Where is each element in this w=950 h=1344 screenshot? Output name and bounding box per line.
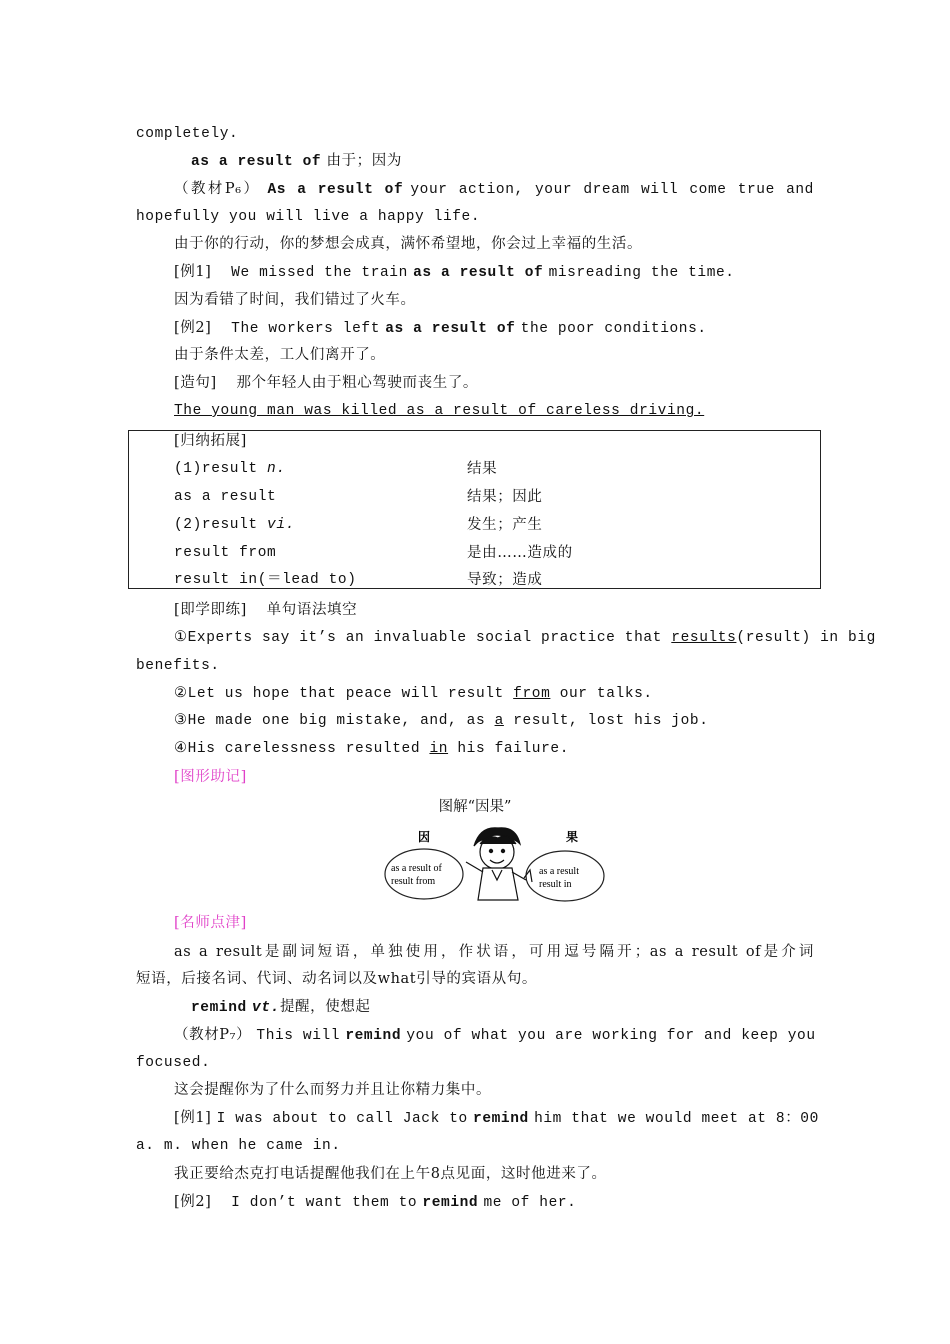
effect-phrase-2: result in: [539, 879, 572, 890]
summary-term: (2)result: [174, 517, 268, 533]
example-2-translation: 由于条件太差，工人们离开了。: [174, 347, 386, 363]
figure-tag: [图形助记]: [174, 769, 247, 785]
remind-textbook-sentence: [174, 1025, 814, 1046]
question-answer: results: [671, 630, 737, 646]
tip-line-1: as a result是副词短语，单独使用，作状语，可用逗号隔开；as a result of是介词: [174, 944, 814, 960]
figure-caption: 图解“因果”: [438, 799, 512, 815]
remind-translation: 这会提醒你为了什么而努力并且让你精力集中。: [174, 1082, 492, 1098]
summary-term: result from: [174, 545, 277, 561]
summary-term: as a result: [174, 489, 277, 505]
textbook-sentence-continued: hopefully you will live a happy life.: [136, 209, 481, 225]
sentence-text: This will: [256, 1028, 341, 1044]
summary-row-right: 发生；产生: [467, 517, 543, 533]
question-text: ③He made one big mistake, and, as: [174, 713, 486, 729]
example-1-translation: 因为看错了时间，我们错过了火车。: [174, 292, 416, 308]
practice-q1: [174, 628, 876, 648]
cause-phrase-2: result from: [391, 876, 436, 887]
textbook-translation: 由于你的行动，你的梦想会成真，满怀希望地，你会过上幸福的生活。: [174, 236, 643, 252]
textbook-sentence-line: [174, 179, 814, 200]
question-text: ④His carelessness resulted: [174, 741, 421, 757]
question-answer: a: [494, 713, 504, 729]
summary-term: result in(＝lead to): [174, 572, 357, 588]
example-text: me of her.: [483, 1195, 577, 1211]
example-text: The workers left: [231, 321, 380, 337]
cause-bubble: [385, 849, 463, 899]
line-completely: completely.: [136, 126, 239, 142]
example-keyword: remind: [473, 1111, 529, 1127]
entry-heading-as-a-result-of: [191, 151, 402, 172]
remind-example-1: [174, 1108, 819, 1129]
example-text: I don’t want them to: [231, 1195, 418, 1211]
effect-label: 果: [566, 830, 579, 844]
example-text: I was about to call Jack to: [216, 1111, 468, 1127]
question-text: his failure.: [457, 741, 569, 757]
cause-effect-diagram: [380, 822, 610, 906]
summary-row-right: 导致；造成: [467, 572, 543, 588]
entry-term: remind: [191, 1000, 247, 1016]
sentence-text: you of what you are working for and keep you: [406, 1028, 816, 1044]
question-answer: from: [513, 686, 551, 702]
remind-example-1-continued: a. m. when he came in.: [136, 1138, 341, 1154]
remind-example-1-translation: 我正要给杰克打电话提醒他我们在上午8点见面，这时他进来了。: [174, 1166, 607, 1182]
example-text: misreading the time.: [548, 265, 735, 281]
cause-label: 因: [418, 830, 431, 844]
summary-row-left: [174, 515, 295, 535]
question-text: ①Experts say it’s an invaluable social practice that: [174, 630, 662, 646]
example-keyword: remind: [422, 1195, 479, 1211]
entry-definition: 由于；因为: [326, 153, 402, 169]
question-answer: in: [429, 741, 449, 757]
example-tag: [例1]: [174, 264, 212, 280]
practice-q3: [174, 711, 709, 731]
practice-q2: [174, 684, 653, 704]
summary-term: (1)result: [174, 461, 268, 477]
summary-row-right: 结果: [467, 461, 498, 477]
sentence-making: [174, 373, 478, 393]
practice-q1-continued: benefits.: [136, 658, 220, 674]
summary-row-right: 结果；因此: [467, 489, 543, 505]
summary-pos: n.: [267, 461, 286, 477]
sentence-making-answer: The young man was killed as a result of careless driving.: [174, 403, 705, 419]
question-text: our talks.: [559, 686, 653, 702]
example-text: the poor conditions.: [520, 321, 707, 337]
example-text: him that we would meet at 8：00: [534, 1111, 819, 1127]
tip-line-2: 短语，后接名词、代词、动名词以及what引导的宾语从句。: [136, 971, 538, 987]
practice-heading: [174, 600, 357, 620]
entry-pos: vt.: [252, 1000, 280, 1016]
example-1: [174, 262, 735, 283]
example-tag: [例2]: [174, 320, 212, 336]
sentence-keyword: remind: [345, 1028, 402, 1044]
example-tag: [例1]: [174, 1110, 212, 1126]
practice-q4: [174, 739, 569, 759]
textbook-source: （教材P₆）: [174, 181, 261, 197]
remind-textbook-continued: focused.: [136, 1055, 211, 1071]
cartoon-boy-icon: [466, 828, 532, 900]
summary-box-title: [归纳拓展]: [174, 433, 247, 449]
entry-term: as a result of: [191, 154, 322, 170]
textbook-source: （教材P₇）: [174, 1027, 252, 1043]
example-keyword: as a result of: [413, 265, 544, 281]
sentence-making-prompt: 那个年轻人由于粗心驾驶而丧生了。: [236, 375, 479, 391]
summary-row-right: 是由……造成的: [467, 545, 573, 561]
question-text: result, lost his job.: [513, 713, 709, 729]
summary-box: [128, 430, 821, 589]
example-2: [174, 318, 707, 339]
summary-row-left: [174, 570, 357, 590]
tip-tag: [名师点津]: [174, 915, 247, 931]
question-text: (result) in big: [736, 630, 876, 646]
question-text: ②Let us hope that peace will result: [174, 686, 504, 702]
keyword-bold: As a result of: [267, 182, 404, 198]
remind-example-2: [174, 1192, 576, 1213]
entry-heading-remind: [191, 997, 371, 1018]
summary-row-left: [174, 459, 286, 479]
example-text: We missed the train: [231, 265, 408, 281]
practice-tag: [即学即练]: [174, 602, 247, 618]
practice-subtitle: 单句语法填空: [266, 602, 358, 618]
cause-phrase-1: as a result of: [391, 863, 442, 874]
effect-phrase-1: as a result: [539, 866, 579, 877]
example-keyword: as a result of: [385, 321, 516, 337]
entry-definition: 提醒，使想起: [279, 999, 371, 1015]
summary-pos: vi.: [267, 517, 295, 533]
summary-row-left: [174, 487, 276, 507]
sentence-rest: your action, your dream will come true and: [410, 182, 814, 198]
example-tag: [例2]: [174, 1194, 212, 1210]
sentence-making-tag: [造句]: [174, 375, 217, 391]
summary-row-left: [174, 543, 276, 563]
